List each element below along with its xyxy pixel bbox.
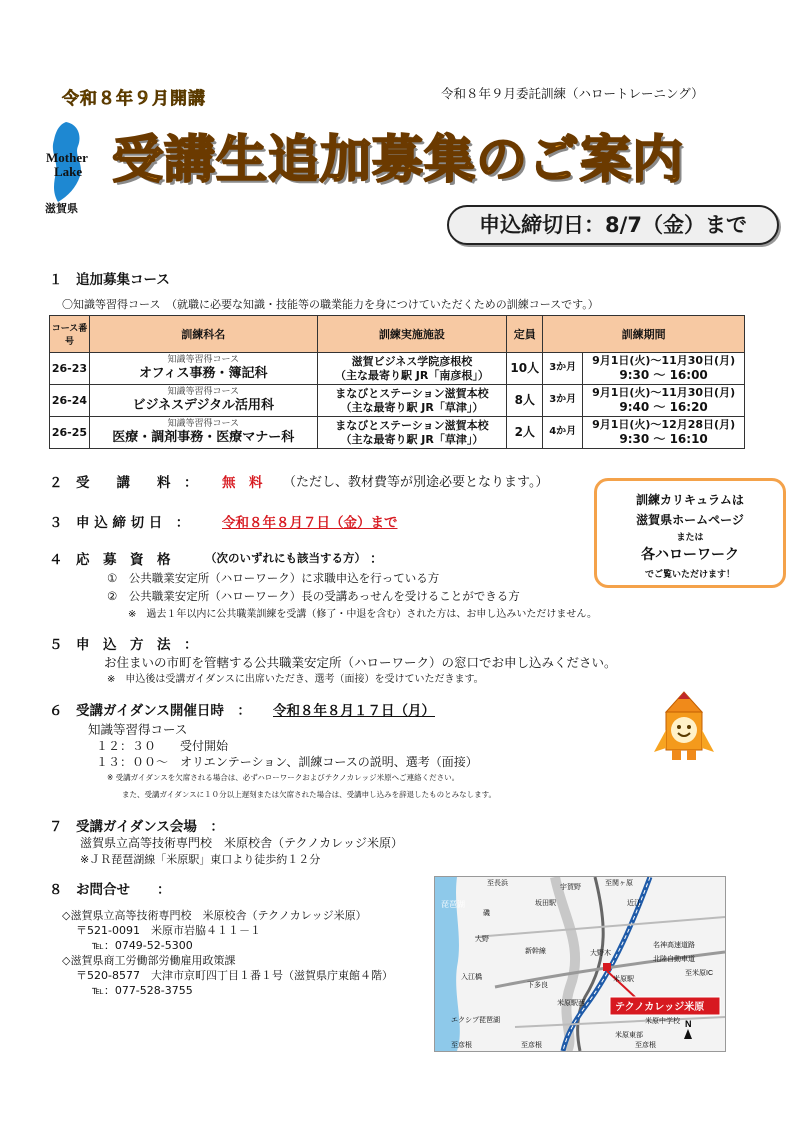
course-name-cell xyxy=(89,385,317,417)
period-times: 9:30 ～ 16:00 xyxy=(619,367,708,382)
map-label: 至米原IC xyxy=(685,970,713,977)
contact-phone-2: ℡：077-528-3755 xyxy=(92,984,193,997)
section-5-label: ５ 申 込 方 法 ： xyxy=(49,637,198,653)
callout-line-5: でご覧いただけます！ xyxy=(644,570,735,580)
callout-line-4: 各ハローワーク xyxy=(641,547,739,563)
qualification-note: ※ 過去１年以内に公共職業訓練を受講（修了・中退を含む）された方は、お申し込みいただけません。 xyxy=(128,609,597,620)
map-label: 近江 xyxy=(627,900,641,907)
guidance-date: 令和８年８月１７日（月） xyxy=(273,703,435,719)
table-header-row xyxy=(50,316,745,353)
map-label: 至長浜 xyxy=(487,880,508,887)
map-label: 至関ヶ原 xyxy=(605,880,633,887)
period-dates: 9月1日(火)～11月30日(月) xyxy=(592,386,736,400)
header-course-name: 訓練科名 xyxy=(89,316,317,353)
course-no: 26-25 xyxy=(50,417,90,449)
course-type: 知識等習得コース xyxy=(167,386,240,397)
map-label: 入江橋 xyxy=(461,974,482,981)
application-note: ※ 申込後は受講ガイダンスに出席いただき、選考（面接）を受けていただきます。 xyxy=(107,674,484,685)
open-date-label: 令和８年９月開講 xyxy=(62,89,206,109)
section-8-label: ８ お問合せ ： xyxy=(49,882,171,898)
callout-line-3: または xyxy=(676,533,704,543)
course-no: 26-24 xyxy=(50,385,90,417)
section-4-label: ４ 応 募 資 格 xyxy=(49,552,171,568)
section-1-title: １ 追加募集コース xyxy=(49,272,170,288)
map-label: エクシブ琵琶湖 xyxy=(451,1017,500,1024)
table-row xyxy=(50,385,745,417)
map-label: 至彦根 xyxy=(451,1042,472,1049)
period-cell xyxy=(583,385,745,417)
pencil-mascot-icon xyxy=(648,690,720,764)
svg-text:Lake: Lake xyxy=(54,164,83,179)
map-label: 米原駅西 xyxy=(557,1000,585,1007)
header-period: 訓練期間 xyxy=(543,316,745,353)
map-label: 名神高速道路 xyxy=(653,942,695,949)
facility-name: 滋賀ビジネス学院彦根校 xyxy=(351,354,473,368)
guidance-schedule: １３：００～ オリエンテーション、訓練コースの説明、選考（面接） xyxy=(96,755,478,769)
fee-value: 無 料 xyxy=(222,475,263,491)
guidance-venue: 滋賀県立高等技術専門校 米原校舎（テクノカレッジ米原） xyxy=(80,836,404,850)
table-row xyxy=(50,417,745,449)
map-label: 至彦根 xyxy=(521,1042,542,1049)
period-cell xyxy=(583,353,745,385)
course-type: 知識等習得コース xyxy=(167,354,240,365)
callout-line-1: 訓練カリキュラムは xyxy=(636,493,744,507)
period-times: 9:30 ～ 16:10 xyxy=(619,431,708,446)
north-arrow-icon: N xyxy=(685,1019,692,1029)
course-name-cell xyxy=(89,417,317,449)
section-4-qualifier: （次のいずれにも該当する方） xyxy=(205,551,366,565)
course-type: 知識等習得コース xyxy=(167,418,240,429)
course-table xyxy=(49,315,745,449)
map-label: 米原東部 xyxy=(615,1032,643,1039)
facility-cell xyxy=(317,353,507,385)
map-label: 新幹線 xyxy=(525,948,546,955)
training-program-label: 令和８年９月委託訓練（ハロートレーニング） xyxy=(441,86,704,101)
map-label: 琵琶湖 xyxy=(441,900,465,909)
application-deadline: 令和８年８月７日（金）まで xyxy=(222,515,398,531)
map-label: 宇賀野 xyxy=(560,884,581,891)
facility-station: （主な最寄り駅 JR「南彦根」） xyxy=(334,368,489,382)
course-no: 26-23 xyxy=(50,353,90,385)
facility-station: （主な最寄り駅 JR「草津」） xyxy=(340,432,484,446)
callout-line-2: 滋賀県ホームページ xyxy=(636,513,744,527)
facility-name: まなびとステーション滋賀本校 xyxy=(335,386,489,400)
header-capacity: 定員 xyxy=(507,316,543,353)
header-course-no: コース番号 xyxy=(50,316,90,353)
table-row xyxy=(50,353,745,385)
svg-text:Mother: Mother xyxy=(46,150,88,165)
page-title: 受講生追加募集のご案内 xyxy=(112,131,685,190)
guidance-note-1: ※ 受講ガイダンスを欠席される場合は、必ずハローワークおよびテクノカレッジ米原へご連絡ください。 xyxy=(107,773,460,782)
fee-note: （ただし、教材費等が別途必要となります。） xyxy=(283,475,549,490)
contact-phone-1: ℡：0749-52-5300 xyxy=(92,939,193,952)
map-label: 下多良 xyxy=(527,982,548,989)
duration: 3か月 xyxy=(543,385,583,417)
map-label: 磯 xyxy=(483,910,490,917)
map-school-label: テクノカレッジ米原 xyxy=(615,1002,705,1013)
prefecture-name: 滋賀県 xyxy=(45,202,78,215)
map-label: 米原駅 xyxy=(613,976,634,983)
course-name: 医療・調剤事務・医療マナー科 xyxy=(112,430,295,445)
facility-cell xyxy=(317,385,507,417)
section-3-label: ３ 申 込 締 切 日 ： xyxy=(49,515,190,531)
period-dates: 9月1日(火)～11月30日(月) xyxy=(592,354,736,368)
guidance-note-2: また、受講ガイダンスに１０分以上遅刻または欠席された場合は、受講申し込みを辞退したものとみなします。 xyxy=(122,790,497,799)
contact-org-1: ◇滋賀県立高等技術専門校 米原校舎（テクノカレッジ米原） xyxy=(62,909,367,922)
course-name-cell xyxy=(89,353,317,385)
curriculum-callout xyxy=(594,478,786,588)
access-map xyxy=(434,876,726,1052)
period-times: 9:40 ～ 16:20 xyxy=(619,399,708,414)
capacity: 8人 xyxy=(507,385,543,417)
contact-address-1: 〒521-0091 米原市岩脇４１１－１ xyxy=(76,924,261,937)
map-label: 坂田駅 xyxy=(535,900,556,907)
qualification-1: ① 公共職業安定所（ハローワーク）に求職申込を行っている方 xyxy=(107,571,440,585)
guidance-course: 知識等習得コース xyxy=(88,722,188,737)
period-cell xyxy=(583,417,745,449)
facility-name: まなびとステーション滋賀本校 xyxy=(335,418,489,432)
qualification-2: ② 公共職業安定所（ハローワーク）長の受講あっせんを受けることができる方 xyxy=(107,589,520,603)
capacity: 2人 xyxy=(507,417,543,449)
map-label: 米原中学校 xyxy=(645,1018,680,1025)
contact-org-2: ◇滋賀県商工労働部労働雇用政策課 xyxy=(62,954,236,967)
duration: 4か月 xyxy=(543,417,583,449)
map-label: 大野木 xyxy=(590,950,611,957)
contact-address-2: 〒520-8577 大津市京町四丁目１番１号（滋賀県庁東館４階） xyxy=(76,969,393,982)
guidance-reception: １２：３０ 受付開始 xyxy=(96,739,229,753)
section-1-intro: 〇知識等習得コース （就職に必要な知識・技能等の職業能力を身につけていただくための訓練コースです。） xyxy=(62,298,599,311)
section-4-colon: ： xyxy=(370,552,384,567)
map-label: 北陸自動車道 xyxy=(653,956,695,963)
header-facility: 訓練実施施設 xyxy=(317,316,507,353)
course-name: オフィス事務・簿記科 xyxy=(138,366,268,381)
duration: 3か月 xyxy=(543,353,583,385)
section-7-label: ７ 受講ガイダンス会場 ： xyxy=(49,819,224,835)
period-dates: 9月1日(火)～12月28日(月) xyxy=(592,418,736,432)
venue-access: ※ＪＲ琵琶湖線「米原駅」東口より徒歩約１２分 xyxy=(80,853,321,866)
deadline-banner: 申込締切日：8/7（金）まで xyxy=(447,205,779,245)
application-method: お住まいの市町を管轄する公共職業安定所（ハローワーク）の窓口でお申し込みください。 xyxy=(104,655,617,670)
map-label: 大野 xyxy=(475,936,489,943)
map-label: 至彦根 xyxy=(635,1042,656,1049)
section-2-label: ２ 受 講 料 ： xyxy=(49,475,198,491)
section-6-label: ６ 受講ガイダンス開催日時 ： xyxy=(49,703,251,719)
facility-station: （主な最寄り駅 JR「草津」） xyxy=(340,400,484,414)
capacity: 10人 xyxy=(507,353,543,385)
facility-cell xyxy=(317,417,507,449)
course-name: ビジネスデジタル活用科 xyxy=(132,398,275,413)
